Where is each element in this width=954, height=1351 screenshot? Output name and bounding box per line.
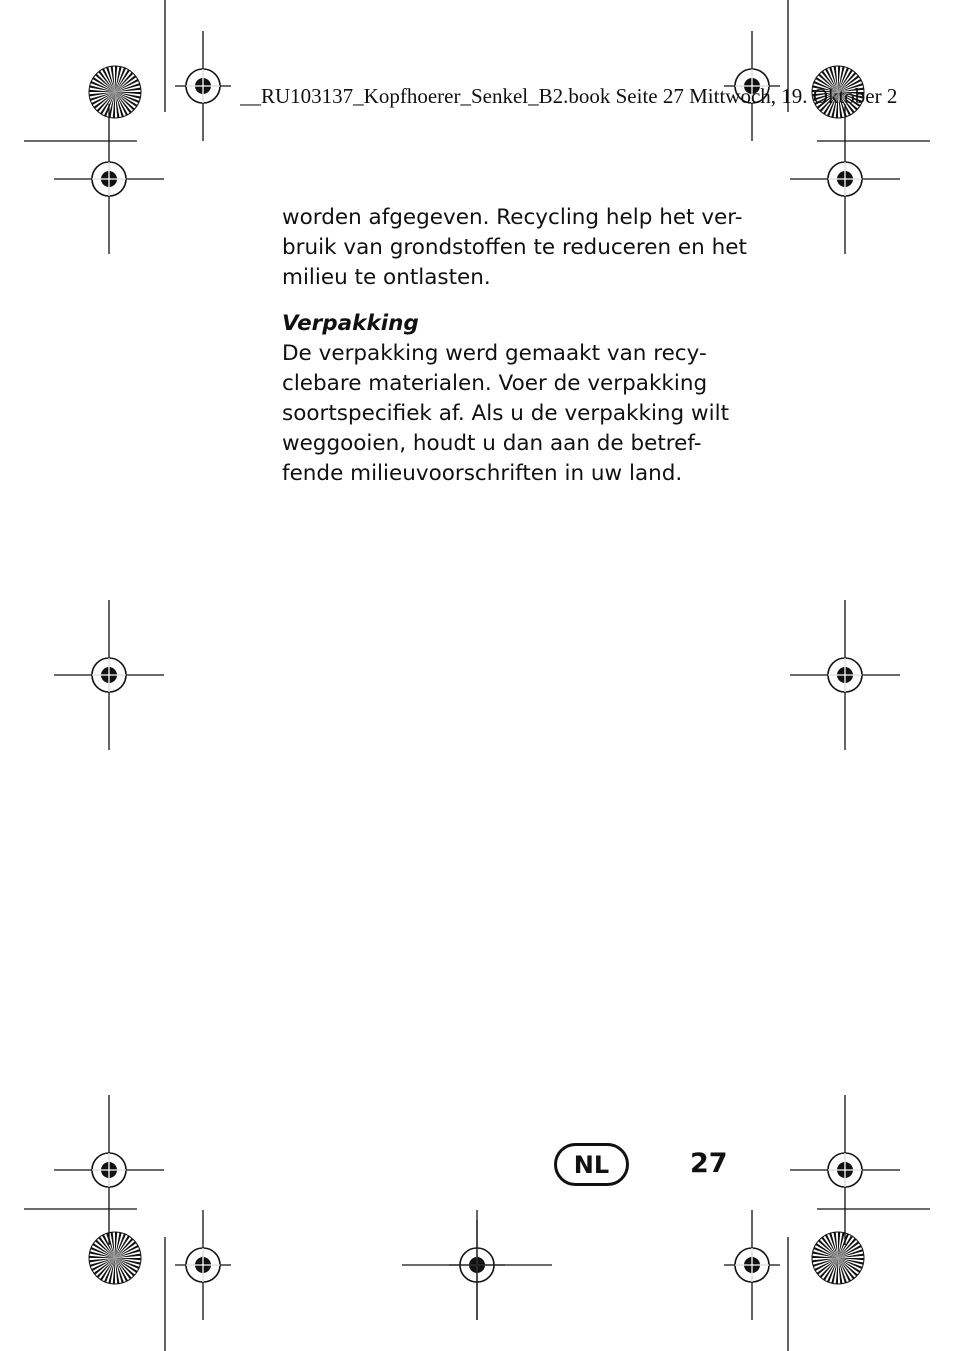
starburst-icon <box>89 1232 141 1284</box>
text-line: weggooien, houdt u dan aan de betref- <box>282 431 702 456</box>
language-badge: NL <box>554 1143 629 1186</box>
text-line: worden afgegeven. Recycling help het ver- <box>282 205 743 230</box>
text-line: milieu te ontlasten. <box>282 265 491 290</box>
registration-mark-icon <box>790 104 900 254</box>
registration-mark-icon <box>54 104 164 254</box>
registration-mark-icon <box>724 1210 780 1320</box>
registration-mark-icon <box>54 600 164 750</box>
text-line: soortspecifiek af. Als u de verpakking wilt <box>282 401 729 426</box>
registration-mark-icon <box>175 31 231 141</box>
starburst-icon <box>89 66 141 118</box>
text-line: clebare materialen. Voer de verpakking <box>282 371 708 396</box>
paragraph-packaging <box>282 339 742 489</box>
print-header-filename: __RU103137_Kopfhoerer_Senkel_B2.book Seite 27 Mittwoch, 19. Oktober 2 <box>240 84 898 108</box>
page-content <box>282 203 747 489</box>
registration-mark-icon <box>790 600 900 750</box>
paragraph-recycling <box>282 203 747 293</box>
section-heading: Verpakking <box>282 311 419 336</box>
text-line: De verpakking werd gemaakt van recy- <box>282 341 707 366</box>
text-line: fende milieuvoorschriften in uw land. <box>282 461 683 486</box>
text-line: bruik van grondstoffen te reduceren en het <box>282 235 747 260</box>
registration-mark-icon <box>54 1095 164 1245</box>
page-number: 27 <box>690 1148 728 1179</box>
registration-mark-icon <box>175 1210 231 1320</box>
registration-mark-icon <box>790 1095 900 1245</box>
starburst-icon <box>812 1232 864 1284</box>
